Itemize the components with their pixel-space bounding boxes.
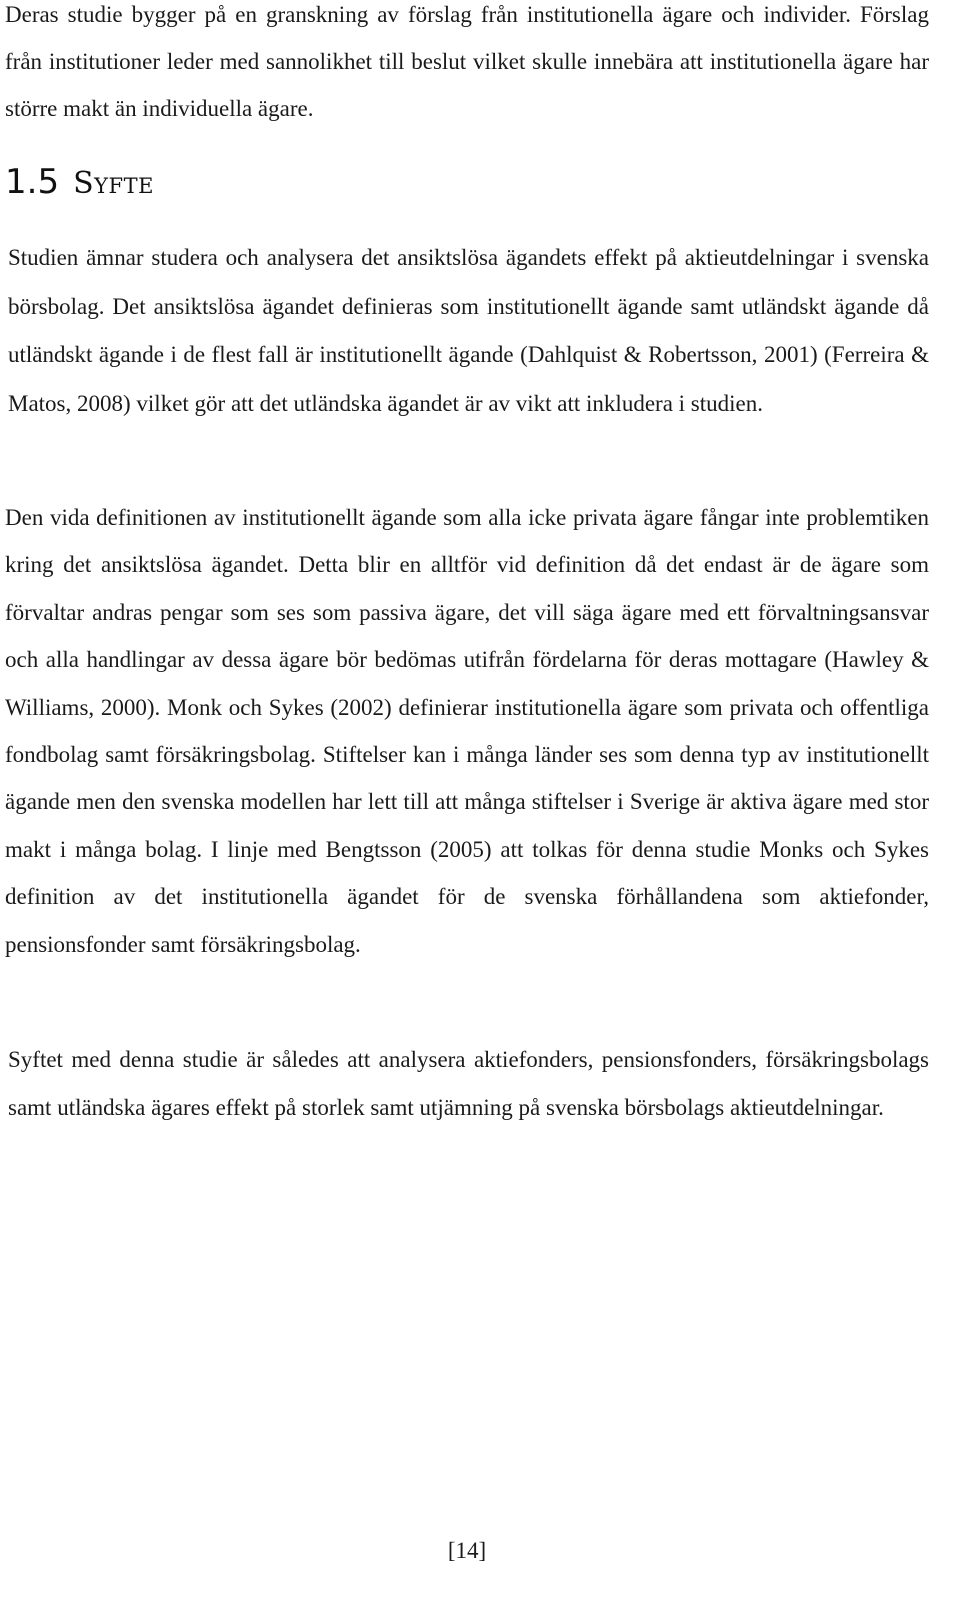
body-paragraph-definition: Den vida definitionen av institutionellt ägande som alla icke privata ägare fångar inte problemtiken kring det ansiktslösa ägandet. Detta blir en alltför vid definition då det endast är de ägare som förvaltar andras pengar som ses som passiva ägare, det vill säga ägare med ett förvaltningsansvar och alla handlingar av dessa ägare bör bedömas utifrån fördelarna för deras mottagare (Hawley & Williams, 2000). Monk och Sykes (2002) definierar institutionella ägare som privata och offentliga fondbolag samt försäkringsbolag. Stiftelser kan i många länder ses som denna typ av institutionellt ägande men den svenska modellen har lett till att många stiftelser i Sverige är aktiva ägare med stor makt i många bolag. I linje med Bengtsson (2005) att tolkas för denna studie Monks och Sykes definition av det institutionella ägandet för de svenska förhållandena som aktiefonder, pensionsfonder samt försäkringsbolag.	[5, 505, 929, 957]
section-heading	[5, 155, 154, 211]
section-number: 1.5	[5, 162, 60, 202]
body-paragraph-aim: Syftet med denna studie är således att analysera aktiefonders, pensionsfonders, försäkringsbolags samt utländska ägares effekt på storlek samt utjämning på svenska börsbolags aktieutdelningar.	[8, 1047, 929, 1121]
page-number: [14]	[447, 1538, 487, 1563]
intro-paragraph: Deras studie bygger på en granskning av förslag från institutionella ägare och individer. Förslag från institutioner leder med sannolikhet till beslut vilket skulle innebära att institutionella ägare har större makt än individuella ägare.	[5, 2, 929, 121]
section-title: Syfte	[73, 166, 154, 201]
body-paragraph-purpose: Studien ämnar studera och analysera det ansiktslösa ägandets effekt på aktieutdelningar i svenska börsbolag. Det ansiktslösa ägandet definieras som institutionellt ägande samt utländskt ägande då utländskt ägande i de flest fall är institutionellt ägande (Dahlquist & Robertsson, 2001) (Ferreira & Matos, 2008) vilket gör att det utländska ägandet är av vikt att inkludera i studien.	[8, 245, 929, 416]
